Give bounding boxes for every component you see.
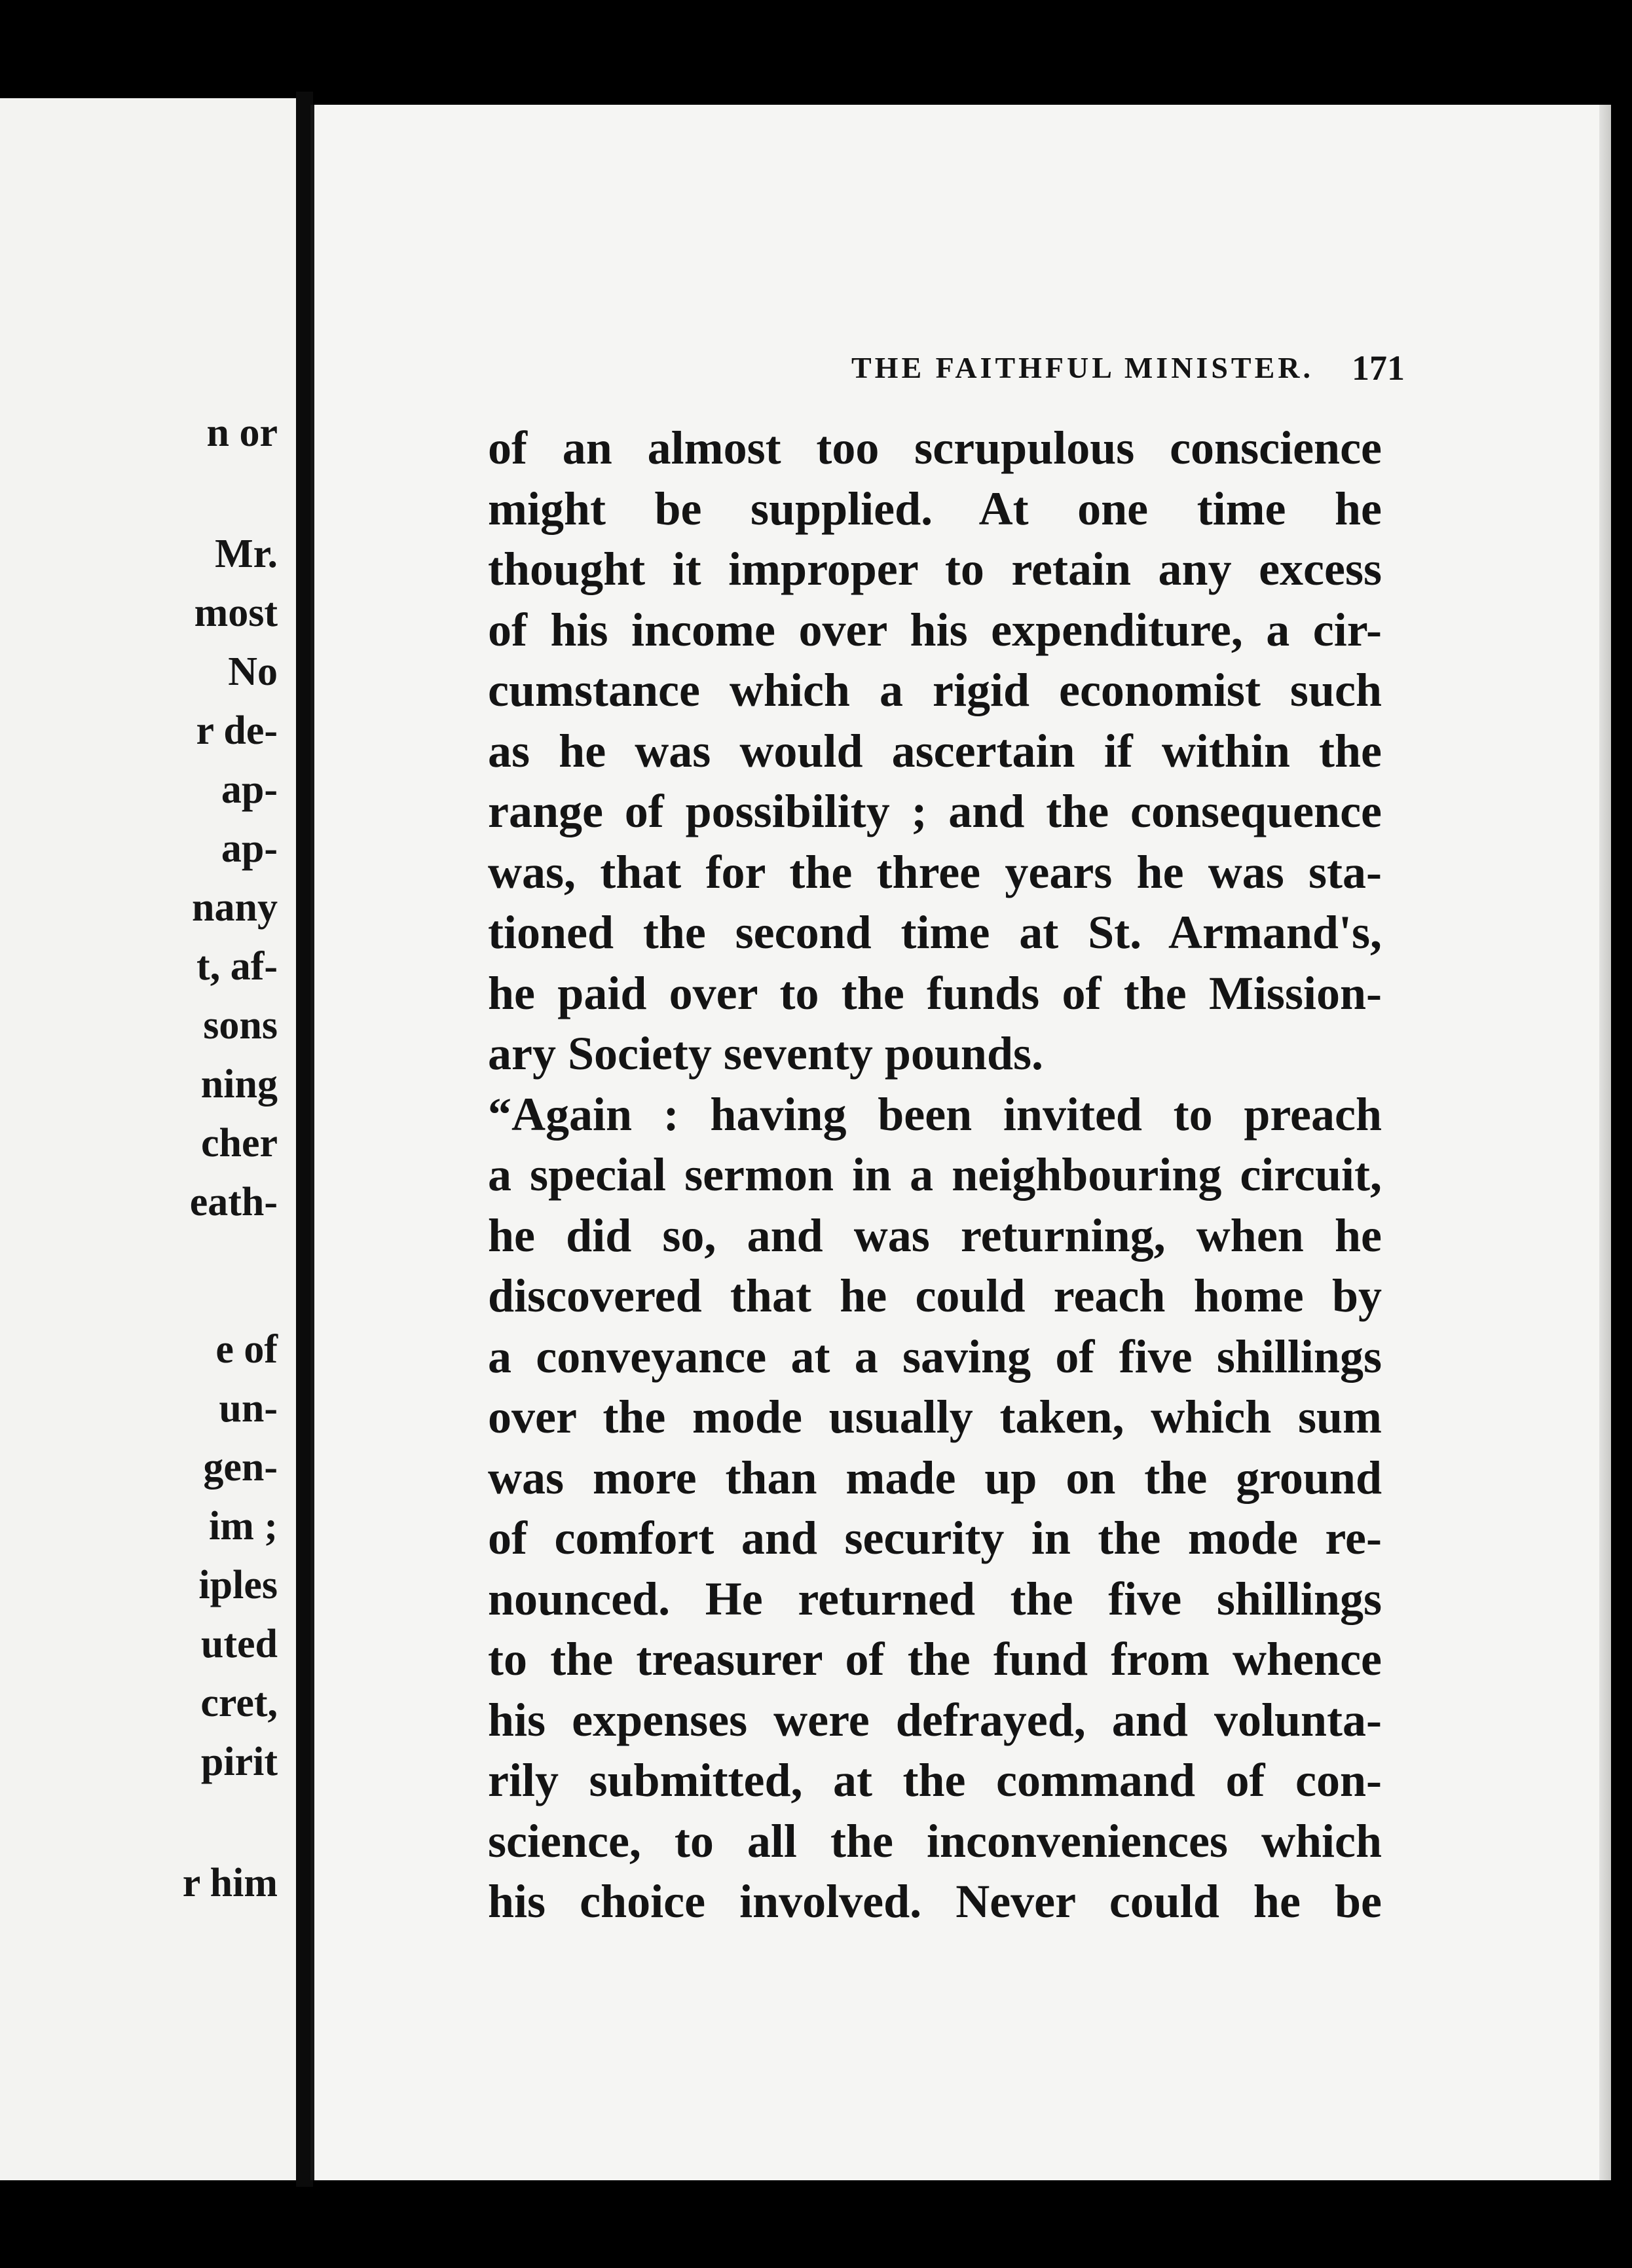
text-line: over the mode usually taken, which sum (488, 1391, 1382, 1443)
text-line: as he was would ascertain if within the (488, 724, 1382, 777)
text-line: discovered that he could reach home by (488, 1270, 1382, 1322)
text-line: his expenses were defrayed, and volunta- (488, 1693, 1382, 1746)
text-line: he did so, and was returning, when he (488, 1209, 1382, 1262)
text-line: of an almost too scrupulous conscience (488, 422, 1382, 474)
left-page-fragment: nany (192, 885, 278, 930)
left-page-fragment: im ; (208, 1504, 278, 1548)
left-page-fragment: e of (215, 1327, 278, 1372)
left-page-fragment: uted (200, 1622, 278, 1666)
left-page-fragment: most (194, 591, 278, 635)
text-line: he paid over to the funds of the Mission- (488, 966, 1382, 1019)
left-page-fragment: r him (182, 1861, 278, 1905)
text-line: rily submitted, at the command of con- (488, 1754, 1382, 1806)
text-line: of comfort and security in the mode re- (488, 1512, 1382, 1564)
page-number: 171 (1352, 348, 1405, 388)
running-title: THE FAITHFUL MINISTER. (851, 351, 1314, 384)
left-page-fragment: sons (203, 1003, 278, 1048)
text-line: range of possibility ; and the consequence (488, 785, 1382, 837)
text-line: tioned the second time at St. Armand's, (488, 906, 1382, 959)
left-page-fragment: eath- (189, 1180, 278, 1224)
left-page-fragment: n or (206, 411, 278, 455)
text-line: science, to all the inconveniences which (488, 1814, 1382, 1867)
left-page-fragment: iples (198, 1563, 278, 1607)
text-line: “Again : having been invited to preach (488, 1088, 1382, 1141)
text-line: a special sermon in a neighbouring circuit, (488, 1148, 1382, 1201)
text-line: was, that for the three years he was sta- (488, 845, 1382, 898)
text-line: a conveyance at a saving of five shillings (488, 1330, 1382, 1383)
left-facing-page (0, 98, 301, 2180)
page-edge (1599, 105, 1611, 2180)
left-page-fragment: ning (200, 1062, 278, 1107)
left-page-fragment: ap- (221, 767, 278, 812)
text-line: ary Society seventy pounds. (488, 1027, 1044, 1080)
left-page-fragment: cher (200, 1121, 278, 1165)
text-line: nounced. He returned the five shillings (488, 1572, 1382, 1625)
right-main-page (310, 105, 1611, 2180)
body-text (488, 418, 1382, 1932)
left-page-fragment: t, af- (196, 944, 278, 989)
text-line: his choice involved. Never could he be (488, 1875, 1382, 1928)
text-line: of his income over his expenditure, a cir- (488, 603, 1382, 656)
left-page-fragment: cret, (200, 1681, 278, 1725)
text-line: might be supplied. At one time he (488, 482, 1382, 535)
text-line: to the treasurer of the fund from whence (488, 1633, 1382, 1685)
left-page-fragment: pirit (200, 1740, 278, 1784)
left-page-fragment: r de- (196, 708, 278, 753)
left-page-fragment: No (228, 649, 278, 694)
text-line: was more than made up on the ground (488, 1451, 1382, 1504)
left-page-fragment: un- (219, 1386, 278, 1431)
running-header (498, 350, 1611, 396)
left-page-fragment: Mr. (215, 532, 278, 576)
left-page-fragment: gen- (203, 1445, 278, 1490)
text-line: thought it improper to retain any excess (488, 543, 1382, 595)
text-line: cumstance which a rigid economist such (488, 664, 1382, 716)
left-page-fragment: ap- (221, 826, 278, 871)
